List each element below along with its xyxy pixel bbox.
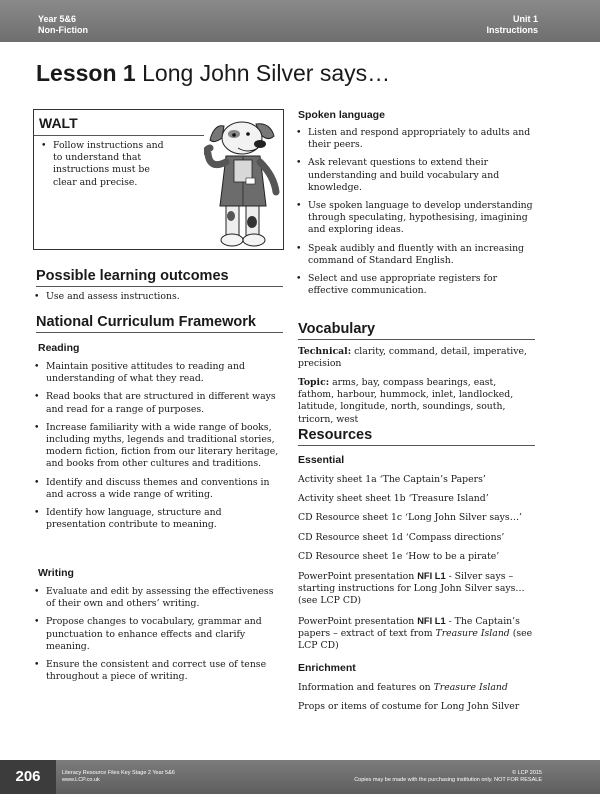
list-item: • Ask relevant questions to extend their understanding and build vocabulary and knowledge.	[295, 157, 535, 194]
lesson-number: Lesson 1	[36, 60, 136, 86]
ppt1-prefix: PowerPoint presentation	[298, 571, 418, 583]
pirate-dog-illustration	[204, 114, 294, 249]
enrichment-heading: Enrichment	[298, 662, 356, 674]
ppt2-code: NFI L1	[417, 615, 446, 626]
reading-list	[33, 361, 283, 531]
list-item: • Ensure the consistent and correct use of tense throughout a piece of writing.	[33, 659, 283, 683]
ppt2-end: (see LCP CD)	[298, 627, 533, 652]
header-category: Non-Fiction	[38, 25, 88, 35]
list-item: • Use and assess instructions.	[33, 291, 283, 303]
list-item: CD Resource sheet 1e ‘How to be a pirate’	[298, 550, 500, 562]
list-item	[298, 570, 535, 608]
header-year: Year 5&6	[38, 14, 77, 24]
spoken-heading: Spoken language	[298, 109, 385, 121]
header-left	[38, 14, 88, 36]
ppt2-book-title: Treasure Island	[435, 627, 510, 639]
enrichment-list	[298, 682, 535, 713]
list-item: • Select and use appropriate registers for effective communication.	[295, 273, 535, 297]
list-item: • Speak audibly and fluently with an increasing command of Standard English.	[295, 243, 535, 267]
footer-left	[62, 770, 175, 784]
list-item: CD Resource sheet 1d ‘Compass directions’	[298, 531, 505, 543]
footer-copyright: © LCP 2015	[512, 770, 542, 776]
header-unit-type: Instructions	[486, 25, 538, 35]
header-right	[486, 14, 538, 36]
footer-website: www.LCP.co.uk	[62, 777, 100, 783]
ppt1-code: NFI L1	[417, 571, 446, 582]
footer-notice: Copies may be made with the purchasing institution only. NOT FOR RESALE	[354, 777, 542, 783]
header-unit: Unit 1	[512, 14, 538, 24]
list-item: • Identify how language, structure and presentation contribute to meaning.	[33, 507, 283, 531]
list-item: • Listen and respond appropriately to adults and their peers.	[295, 127, 535, 151]
list-item	[298, 615, 535, 653]
writing-heading: Writing	[38, 567, 74, 579]
essential-heading: Essential	[298, 454, 345, 466]
footer-series: Literacy Resource Files Key Stage 2 Year 5&6	[62, 770, 175, 776]
outcomes-list	[33, 291, 283, 303]
page-footer	[0, 760, 600, 794]
walt-box	[33, 109, 284, 250]
list-item: Props or items of costume for Long John Silver	[298, 701, 520, 713]
spoken-list	[295, 127, 535, 297]
enrich1-book-title: Treasure Island	[433, 682, 508, 693]
list-item: • Read books that are structured in different ways and read for a range of purposes.	[33, 391, 283, 415]
topic-label: Topic:	[298, 377, 330, 388]
enrich1-text: Information and features on	[298, 682, 434, 693]
list-item	[298, 682, 535, 694]
outcomes-heading: Possible learning outcomes	[36, 268, 283, 287]
lesson-name: Long John Silver says…	[142, 60, 391, 86]
ppt1-text: - Silver says – starting instructions for Long John Silver says… (see LCP CD)	[298, 571, 525, 607]
page-title	[36, 60, 390, 87]
writing-list	[33, 586, 283, 683]
footer-right	[354, 770, 542, 784]
list-item: • Follow instructions and to understand that instructions must be clear and precise.	[40, 140, 168, 189]
vocabulary-heading: Vocabulary	[298, 321, 535, 340]
page-header	[0, 0, 600, 42]
essential-list	[298, 474, 535, 652]
vocabulary-technical	[298, 346, 535, 370]
curriculum-heading: National Curriculum Framework	[36, 314, 283, 333]
list-item: • Increase familiarity with a wide range of books, including myths, legends and traditional stories, modern fiction, fiction from our literary heritage, and books from other cultures and traditions.	[33, 422, 283, 471]
list-item: CD Resource sheet 1c ‘Long John Silver says…’	[298, 512, 522, 524]
ppt2-text: - The Captain’s papers – extract of text from	[298, 615, 520, 639]
walt-divider	[34, 135, 204, 136]
list-item: • Identify and discuss themes and conventions in and across a wide range of writing.	[33, 477, 283, 501]
list-item: • Maintain positive attitudes to reading and understanding of what they read.	[33, 361, 283, 385]
list-item: • Use spoken language to develop understanding through speculating, hypothesising, imagining and exploring ideas.	[295, 200, 535, 237]
list-item: Activity sheet 1a ‘The Captain’s Papers’	[298, 474, 486, 485]
reading-heading: Reading	[38, 342, 80, 354]
topic-terms: arms, bay, compass bearings, east, fathom, harbour, hummock, inlet, landlocked, latitude, longitude, north, soundings, south, tricorn, west	[298, 377, 514, 425]
technical-terms: clarity, command, detail, imperative, precision	[298, 346, 527, 370]
list-item: Activity sheet sheet 1b ‘Treasure Island’	[298, 493, 489, 505]
page-number: 206	[0, 760, 56, 794]
walt-heading: WALT	[39, 115, 78, 131]
list-item: • Evaluate and edit by assessing the effectiveness of their own and others’ writing.	[33, 586, 283, 610]
vocabulary-topic	[298, 377, 535, 426]
ppt2-prefix: PowerPoint presentation	[298, 615, 418, 627]
list-item: • Propose changes to vocabulary, grammar and punctuation to enhance effects and clarify meaning.	[33, 616, 283, 653]
technical-label: Technical:	[298, 346, 352, 357]
resources-heading: Resources	[298, 427, 535, 446]
walt-list	[40, 140, 168, 189]
